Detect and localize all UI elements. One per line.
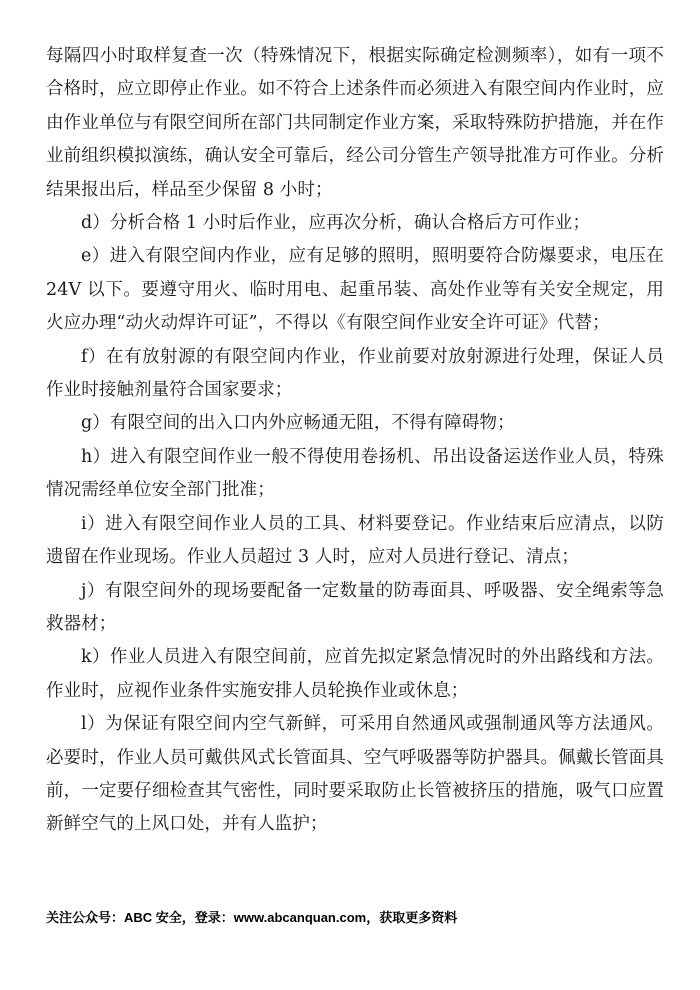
paragraph-f: f）在有放射源的有限空间内作业，作业前要对放射源进行处理，保证人员作业时接触剂量符合国家要求；: [46, 346, 664, 401]
paragraph-i: i）进入有限空间作业人员的工具、材料要登记。作业结束后应清点，以防遗留在作业现场。作业人员超过 3 人时，应对人员进行登记、清点；: [46, 513, 664, 568]
paragraph-continuation: 每隔四小时取样复查一次（特殊情况下，根据实际确定检测频率），如有一项不合格时，应立即停止作业。如不符合上述条件而必须进入有限空间内作业时，应由作业单位与有限空间所在部门共同制定作业方案，采取特殊防护措施，并在作业前组织模拟演练，确认安全可靠后，经公司分管生产领导批准方可作业。分析结果报出后，样品至少保留 8 小时；: [46, 46, 664, 200]
document-body: [46, 40, 664, 842]
paragraph-g: g）有限空间的出入口内外应畅通无阻，不得有障碍物；: [81, 413, 515, 434]
paragraph-d: d）分析合格 1 小时后作业，应再次分析，确认合格后方可作业；: [81, 213, 591, 234]
paragraph-k: k）作业人员进入有限空间前，应首先拟定紧急情况时的外出路线和方法。作业时，应视作业条件实施安排人员轮换作业或休息；: [46, 647, 664, 701]
footer-note: 关注公众号：ABC 安全，登录：www.abcanquan.com，获取更多资料: [46, 910, 458, 925]
paragraph-e: e）进入有限空间内作业，应有足够的照明，照明要符合防爆要求，电压在 24V 以下。要遵守用火、临时用电、起重吊装、高处作业等有关安全规定，用火应办理“动火动焊许可证”，不得以《有限空间作业安全许可证》代替；: [46, 246, 664, 334]
paragraph-j: j）有限空间外的现场要配备一定数量的防毒面具、呼吸器、安全绳索等急救器材；: [46, 580, 664, 634]
paragraph-l: l）为保证有限空间内空气新鲜，可采用自然通风或强制通风等方法通风。必要时，作业人员可戴供风式长管面具、空气呼吸器等防护器具。佩戴长管面具前，一定要仔细检查其气密性，同时要采取防止长管被挤压的措施，吸气口应置新鲜空气的上风口处，并有人监护；: [46, 714, 664, 835]
paragraph-h: h）进入有限空间作业一般不得使用卷扬机、吊出设备运送作业人员，特殊情况需经单位安全部门批准；: [46, 446, 664, 501]
